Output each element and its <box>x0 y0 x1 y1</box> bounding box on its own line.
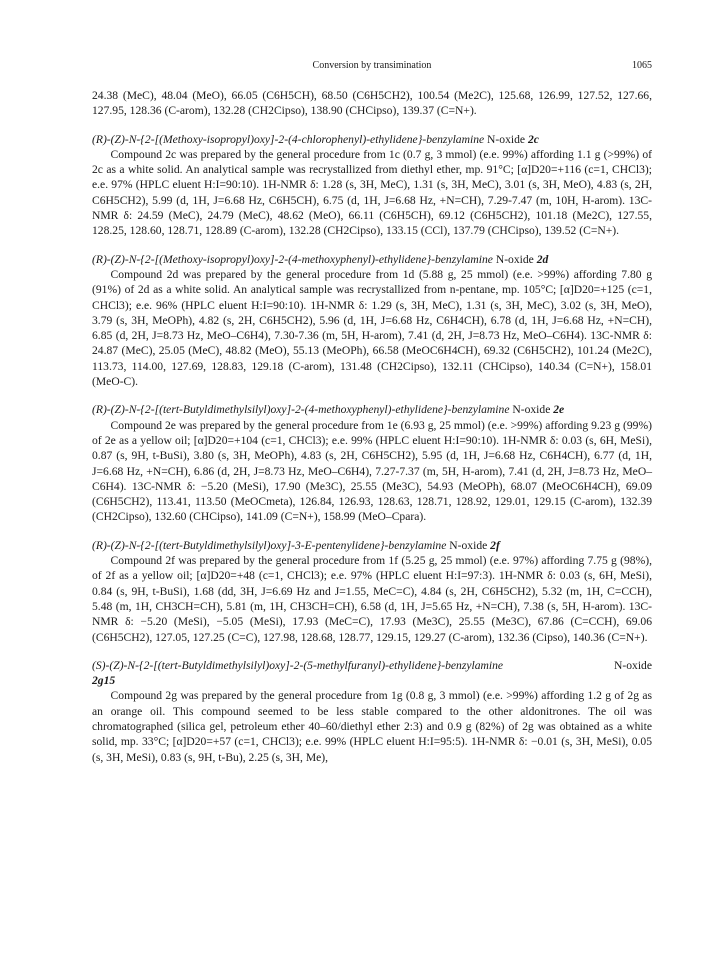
compound-body-2d: Compound 2d was prepared by the general procedure from 1d (5.88 g, 25 mmol) (e.e. >99%) affording 7.80 g (91%) of 2d as a white solid. An analytical sample was recrystallized from n-pentane, mp. 105°C; [α]D20=+125 (c=1, CHCl3); e.e. 96% (HPLC eluent H:I=90:10). 1H-NMR δ: 1.29 (s, 3H, MeC), 1.31 (s, 3H, MeC), 3.02 (s, 3H, MeO), 3.79 (s, 3H, MeOPh), 4.82 (s, 2H, C6H5CH2), 5.96 (d, 1H, J=6.68 Hz, C6H4CH), 6.78 (d, 1H, J=6.68 Hz, +N=CH), 6.85 (d, 2H, J=8.73 Hz, MeO–C6H4), 7.30-7.36 (m, 5H, H-arom), 7.41 (d, 2H, J=8.73 Hz, MeO–C6H4). 13C-NMR δ: 24.87 (MeC), 25.05 (MeC), 48.82 (MeO), 55.13 (MeOPh), 66.58 (MeOC6H4CH), 69.32 (C6H5CH2), 101.24 (Me2C), 113.73, 114.00, 127.69, 128.83, 129.18 (C-arom), 131.48 (CH2Cipso), 132.11 (CHCipso), 140.34 (C=N+), 158.01 (MeO-C). <box>92 267 652 389</box>
running-header <box>92 56 652 76</box>
compound-body-2c: Compound 2c was prepared by the general procedure from 1c (0.7 g, 3 mmol) (e.e. 99%) affording 1.1 g (>99%) of 2c as a white solid. An analytical sample was recrystallized from diethyl ether, mp. 91°C; [α]D20=+116 (c=1, CHCl3); e.e. 97% (HPLC eluent H:I=90:10). 1H-NMR δ: 1.28 (s, 3H, MeC), 1.31 (s, 3H, MeC), 3.01 (s, 3H, MeO), 4.83 (s, 2H, C6H5CH2), 5.99 (d, 1H, J=6.68 Hz, C6H5CH), 6.75 (d, 1H, J=6.68 Hz, +N=CH), 7.29-7.47 (m, 10H, H-arom). 13C-NMR δ: 24.59 (MeC), 24.79 (MeC), 48.62 (MeO), 66.11 (C6H5CH), 69.12 (C6H5CH2), 101.18 (Me2C), 127.55, 128.25, 128.60, 128.71, 128.89 (C-arom), 132.28 (CH2Cipso), 133.15 (CCl), 137.79 (CHCipso), 139.52 (C=N+). <box>92 147 652 238</box>
compound-label-2g: 2g15 <box>92 674 116 688</box>
compound-title-2e: (R)-(Z)-N-{2-[(tert-Butyldimethylsilyl)oxy]-2-(4-methoxyphenyl)-ethylidene}-benzylamine N-oxide 2e <box>92 403 565 417</box>
running-title: Conversion by transimination <box>312 60 432 71</box>
compound-body-2f: Compound 2f was prepared by the general procedure from 1f (5.25 g, 25 mmol) (e.e. 97%) affording 7.75 g (98%), of 2f as a yellow oil; [α]D20=+48 (c=1, CHCl3); e.e. 97% (HPLC eluent H:I=97:3). 1H-NMR δ: 0.03 (s, 6H, MeSi), 0.84 (s, 9H, t-BuSi), 1.68 (dd, 3H, J=6.69 Hz and J=1.55, MeC=C), 4.84 (s, 2H, C6H5CH2), 5.32 (m, 1H, C=CCH), 5.48 (m, 1H, CH3CH=CH), 5.81 (m, 1H, CH3CH=CH), 6.58 (d, 1H, J=5.65 Hz, +N=CH), 7.38 (s, 5H, H-arom). 13C-NMR δ: −5.20 (MeSi), −5.05 (MeSi), 17.93 (MeC=C), 17.93 (Me3C), 25.55 (Me3C), 67.86 (C=CCH), 69.06 (C6H5CH2), 127.05, 127.25 (C=C), 127.98, 128.68, 128.77, 129.15, 129.27 (C-arom), 132.36 (Cipso), 140.36 (C=N+). <box>92 554 652 644</box>
compound-title-2g: (S)-(Z)-N-{2-[(tert-Butyldimethylsilyl)oxy]-2-(5-methylfuranyl)-ethylidene}-benzylamine N-oxide <box>92 658 652 672</box>
compound-title-2d: (R)-(Z)-N-{2-[(Methoxy-isopropyl)oxy]-2-(4-methoxyphenyl)-ethylidene}-benzylamine N-oxide 2d <box>92 252 549 266</box>
page-number: 1065 <box>632 60 652 71</box>
intro-line-1: 24.38 (MeC), 48.04 (MeO), 66.05 (C6H5CH), 68.50 (C6H5CH2), 100.54 (Me2C), 125.68, 126.99, <box>92 89 573 102</box>
compound-body-2e: Compound 2e was prepared by the general procedure from 1e (6.93 g, 25 mmol) (e.e. >99%) affording 9.23 g (99%) of 2e as a yellow oil; [α]D20=+104 (c=1, CHCl3); e.e. 99% (HPLC eluent H:I=90:10). 1H-NMR δ: 0.03 (s, 6H, MeSi), 0.87 (s, 9H, t-BuSi), 3.80 (s, 3H, MeOPh), 4.83 (s, 2H, C6H5CH2), 5.95 (d, 1H, J=6.68 Hz, C6H4CH), 6.77 (d, 1H, J=6.68 Hz, +N=CH), 6.86 (d, 2H, J=8.73 Hz, MeO–C6H4), 7.27-7.37 (m, 5H, H-arom), 7.41 (d, 2H, J=8.73 Hz, MeO–C6H4). 13C-NMR δ: −5.20 (MeSi), 17.90 (Me3C), 25.55 (Me3C), 54.93 (MeOPh), 68.07 (MeOC6H4CH), 69.09 (C6H5CH2), 113.41, 113.50 (MeOCmeta), 126.84, 126.93, 128.63, 128.71, 128.92, 129.01, 129.15 (C-arom), 132.39 (CH2Cipso), 132.60 (CHCipso), 141.09 (C=N+), 158.99 (MeO–Cpara). <box>92 418 652 524</box>
intro-line-2: 127.52, 127.66, 127.95, 128.36 (C-arom), 132.28 (CH2Cipso), 138.90 (CHCipso), 139.37 (C=N+). <box>92 89 652 118</box>
compound-body-2g: Compound 2g was prepared by the general procedure from 1g (0.8 g, 3 mmol) (e.e. >99%) affording 1.2 g of 2g as an orange oil. This compound seemed to be less stable compared to the other aldonitrones. The oil was chromatographed (silica gel, petroleum ether 40–60/diethyl ether 2:3) and 0.9 g (82%) of 2g was obtained as a white solid, mp. 33°C; [α]D20=+57 (c=1, CHCl3); e.e. 99% (HPLC eluent H:I=95:5). 1H-NMR δ: −0.01 (s, 3H, MeSi), 0.05 (s, 3H, MeSi), 0.83 (s, 9H, t-Bu), 2.25 (s, 3H, Me), <box>92 689 652 764</box>
compound-title-2f: (R)-(Z)-N-{2-[(tert-Butyldimethylsilyl)oxy]-3-E-pentenylidene}-benzylamine N-oxide 2f <box>92 538 500 552</box>
intro-continuation <box>92 88 652 119</box>
article-body <box>92 88 652 765</box>
compound-title-2c: (R)-(Z)-N-{2-[(Methoxy-isopropyl)oxy]-2-(4-chlorophenyl)-ethylidene}-benzylamine N-oxide 2c <box>92 132 539 146</box>
